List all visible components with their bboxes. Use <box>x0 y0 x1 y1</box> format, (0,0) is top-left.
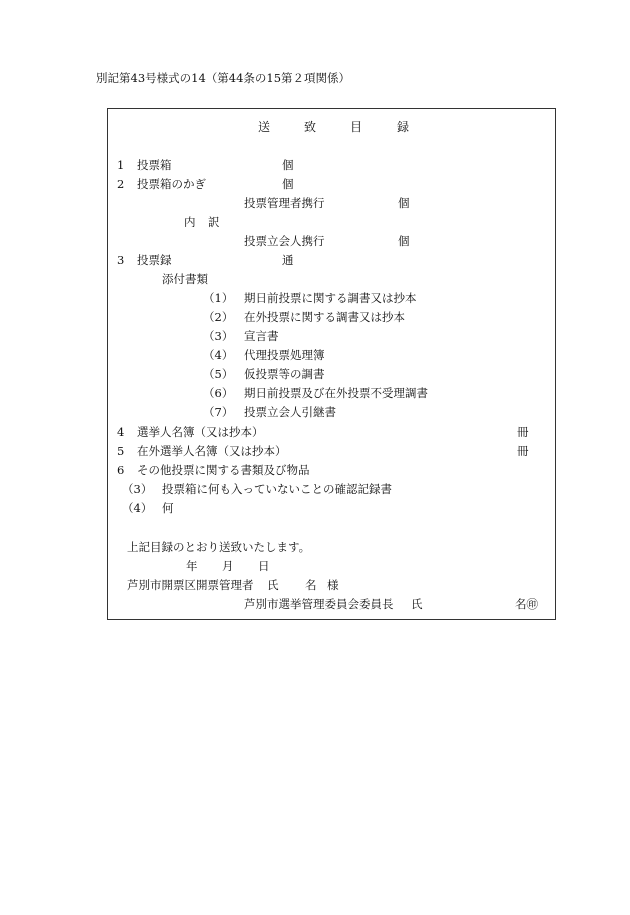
item-unit: 冊 <box>517 425 529 439</box>
date-year: 年 <box>186 559 198 573</box>
title-char: 録 <box>397 120 410 134</box>
item-unit: 通 <box>282 253 294 267</box>
item-label: その他投票に関する書類及び物品 <box>137 463 310 477</box>
item-label: 在外選挙人名簿（又は抄本） <box>137 444 287 458</box>
sub-item-number: （4） <box>122 501 153 515</box>
recipient-name-2: 名 <box>305 578 317 592</box>
statement: 上記目録のとおり送致いたします。 <box>127 540 311 554</box>
breakdown-row-label: 投票立会人携行 <box>244 234 325 248</box>
item-label: 投票箱 <box>137 158 172 172</box>
doc-label: 在外投票に関する調書又は抄本 <box>244 310 405 324</box>
item-unit: 個 <box>282 177 294 191</box>
doc-number: （6） <box>203 386 234 400</box>
doc-number: （1） <box>203 291 234 305</box>
item-label: 選挙人名簿（又は抄本） <box>137 425 264 439</box>
item-unit: 個 <box>282 158 294 172</box>
doc-number: （4） <box>203 348 234 362</box>
sender-name-1: 氏 <box>411 597 423 611</box>
item-number: 5 <box>117 444 125 458</box>
item-number: 1 <box>117 158 125 172</box>
date-month: 月 <box>222 559 234 573</box>
breakdown-row-unit: 個 <box>398 234 410 248</box>
title-char: 目 <box>350 120 363 134</box>
form-label: 別記第43号様式の14（第44条の15第２項関係） <box>96 71 351 85</box>
sub-item-label: 何 <box>162 501 174 515</box>
item-unit: 冊 <box>517 444 529 458</box>
attached-docs-label: 添付書類 <box>162 272 208 286</box>
doc-number: （3） <box>203 329 234 343</box>
doc-number: （2） <box>203 310 234 324</box>
breakdown-row-unit: 個 <box>398 196 410 210</box>
breakdown-label: 訳 <box>208 215 220 229</box>
doc-number: （7） <box>203 405 234 419</box>
item-number: 3 <box>117 253 125 267</box>
doc-label: 代理投票処理簿 <box>244 348 325 362</box>
breakdown-row-label: 投票管理者携行 <box>244 196 325 210</box>
item-number: 6 <box>117 463 125 477</box>
doc-label: 宣言書 <box>244 329 279 343</box>
sender-name-2: 名㊞ <box>515 597 538 611</box>
recipient-label: 芦別市開票区開票管理者 <box>127 578 254 592</box>
date-day: 日 <box>258 559 270 573</box>
sender-label: 芦別市選挙管理委員会委員長 <box>244 597 394 611</box>
item-number: 2 <box>117 177 125 191</box>
sub-item-number: （3） <box>122 482 153 496</box>
doc-label: 期日前投票及び在外投票不受理調書 <box>244 386 428 400</box>
doc-label: 仮投票等の調書 <box>244 367 325 381</box>
doc-label: 投票立会人引継書 <box>244 405 336 419</box>
title-char: 送 <box>258 120 271 134</box>
recipient-honorific: 様 <box>327 578 339 592</box>
breakdown-label: 内 <box>184 215 196 229</box>
item-label: 投票録 <box>137 253 172 267</box>
item-number: 4 <box>117 425 125 439</box>
recipient-name-1: 氏 <box>267 578 279 592</box>
item-label: 投票箱のかぎ <box>137 177 206 191</box>
title-char: 致 <box>304 120 317 134</box>
sub-item-label: 投票箱に何も入っていないことの確認記録書 <box>162 482 392 496</box>
doc-number: （5） <box>203 367 234 381</box>
doc-label: 期日前投票に関する調書又は抄本 <box>244 291 417 305</box>
